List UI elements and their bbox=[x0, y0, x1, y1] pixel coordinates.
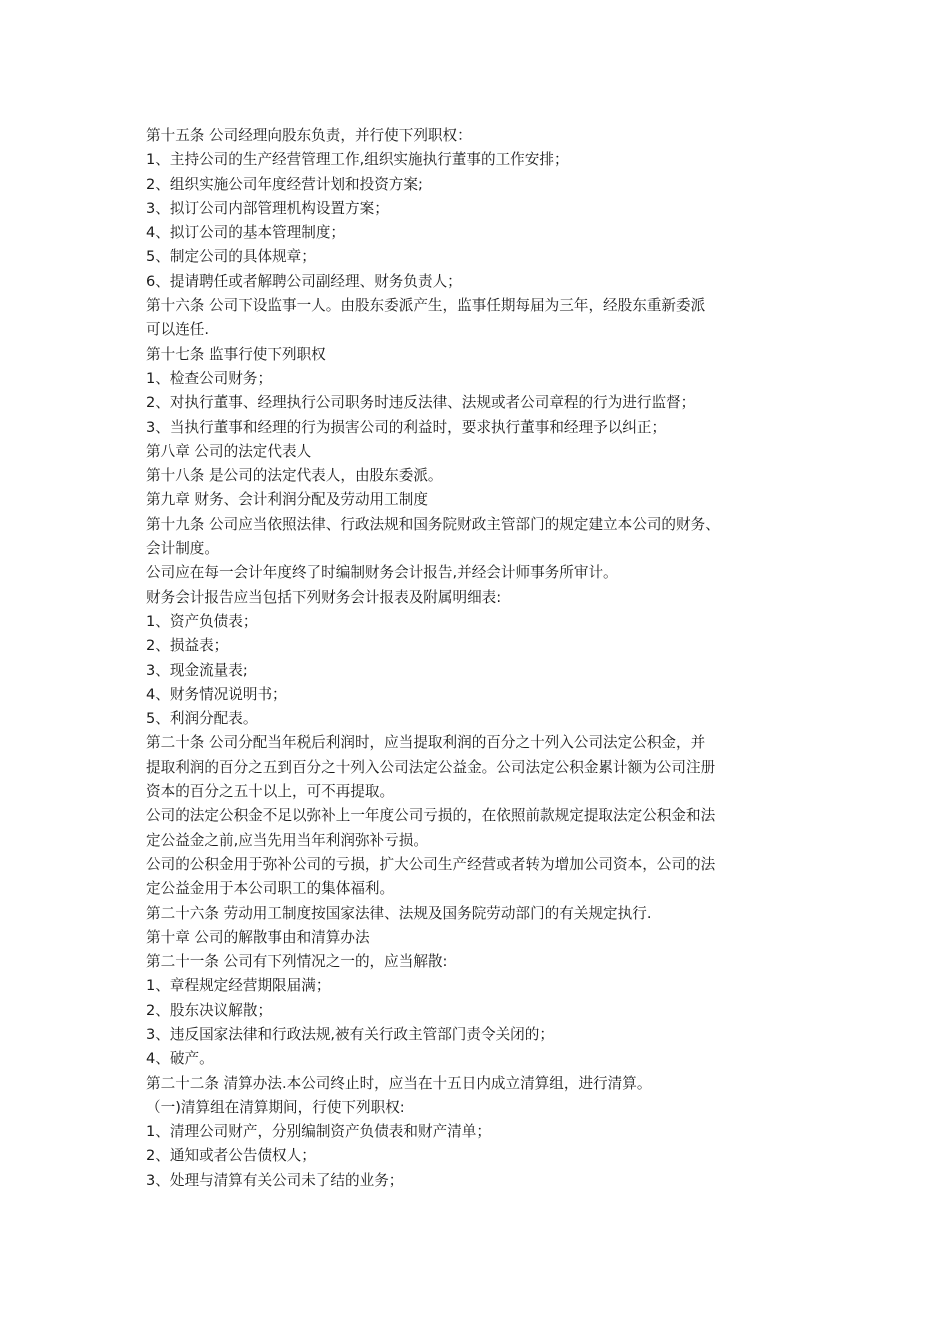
text-line: 第二十条 公司分配当年税后利润时，应当提取利润的百分之十列入公司法定公积金，并 bbox=[146, 734, 706, 752]
text-line: 定公益金用于本公司职工的集体福利。 bbox=[146, 880, 395, 898]
text-line: 1、主持公司的生产经营管理工作,组织实施执行董事的工作安排； bbox=[146, 151, 569, 169]
text-line: 4、财务情况说明书； bbox=[146, 685, 287, 703]
text-line: 资本的百分之五十以上，可不再提取。 bbox=[146, 783, 395, 801]
text-line: 定公益金之前,应当先用当年利润弥补亏损。 bbox=[146, 831, 428, 849]
text-line: 2、通知或者公告债权人； bbox=[146, 1147, 316, 1165]
text-line: 2、损益表； bbox=[146, 637, 229, 655]
text-line: 5、利润分配表。 bbox=[146, 710, 258, 728]
text-line: 3、当执行董事和经理的行为损害公司的利益时，要求执行董事和经理予以纠正； bbox=[146, 418, 667, 436]
text-line: 1、检查公司财务； bbox=[146, 369, 273, 387]
text-line: 第十章 公司的解散事由和清算办法 bbox=[146, 928, 370, 946]
text-line: 3、现金流量表; bbox=[146, 661, 248, 679]
text-line: 1、章程规定经营期限届满； bbox=[146, 977, 331, 995]
text-line: （一)清算组在清算期间，行使下列职权: bbox=[146, 1098, 405, 1116]
text-line: 第十七条 监事行使下列职权 bbox=[146, 345, 326, 363]
text-line: 1、资产负债表； bbox=[146, 612, 258, 630]
text-line: 第九章 财务、会计利润分配及劳动用工制度 bbox=[146, 491, 428, 509]
text-line: 公司的公积金用于弥补公司的亏损，扩大公司生产经营或者转为增加公司资本，公司的法 bbox=[146, 855, 716, 873]
text-line: 5、制定公司的具体规章； bbox=[146, 248, 316, 266]
text-line: 财务会计报告应当包括下列财务会计报表及附属明细表: bbox=[146, 588, 502, 606]
text-line: 3、拟订公司内部管理机构设置方案； bbox=[146, 199, 389, 217]
text-line: 提取利润的百分之五到百分之十列入公司法定公益金。公司法定公积金累计额为公司注册 bbox=[146, 758, 716, 776]
text-line: 会计制度。 bbox=[146, 540, 219, 558]
text-line: 2、股东决议解散； bbox=[146, 1001, 273, 1019]
text-line: 第十九条 公司应当依照法律、行政法规和国务院财政主管部门的规定建立本公司的财务、 bbox=[146, 515, 720, 533]
text-line: 可以连任. bbox=[146, 321, 210, 339]
text-line: 1、清理公司财产，分别编制资产负债表和财产清单； bbox=[146, 1123, 491, 1141]
text-line: 2、对执行董事、经理执行公司职务时违反法律、法规或者公司章程的行为进行监督； bbox=[146, 394, 696, 412]
text-line: 第二十一条 公司有下列情况之一的，应当解散: bbox=[146, 953, 448, 971]
text-line: 3、违反国家法律和行政法规,被有关行政主管部门责令关闭的； bbox=[146, 1025, 554, 1043]
text-line: 第十五条 公司经理向股东负责，并行使下列职权： bbox=[146, 127, 472, 144]
text-line: 4、拟订公司的基本管理制度； bbox=[146, 224, 346, 242]
document-body bbox=[146, 124, 816, 1193]
text-line: 第二十六条 劳动用工制度按国家法律、法规及国务院劳动部门的有关规定执行. bbox=[146, 904, 652, 922]
text-line: 第十六条 公司下设监事一人。由股东委派产生，监事任期每届为三年，经股东重新委派 bbox=[146, 297, 706, 315]
text-line: 公司应在每一会计年度终了时编制财务会计报告,并经会计师事务所审计。 bbox=[146, 564, 618, 582]
text-line: 第八章 公司的法定代表人 bbox=[146, 442, 312, 460]
text-line: 4、破产。 bbox=[146, 1050, 214, 1068]
text-line: 第十八条 是公司的法定代表人，由股东委派。 bbox=[146, 467, 443, 485]
text-line: 2、组织实施公司年度经营计划和投资方案; bbox=[146, 175, 423, 193]
text-line: 3、处理与清算有关公司未了结的业务； bbox=[146, 1171, 404, 1189]
text-line: 6、提请聘任或者解聘公司副经理、财务负责人； bbox=[146, 272, 462, 290]
text-line: 公司的法定公积金不足以弥补上一年度公司亏损的，在依照前款规定提取法定公积金和法 bbox=[146, 807, 716, 825]
text-line: 第二十二条 清算办法.本公司终止时，应当在十五日内成立清算组，进行清算。 bbox=[146, 1074, 652, 1092]
